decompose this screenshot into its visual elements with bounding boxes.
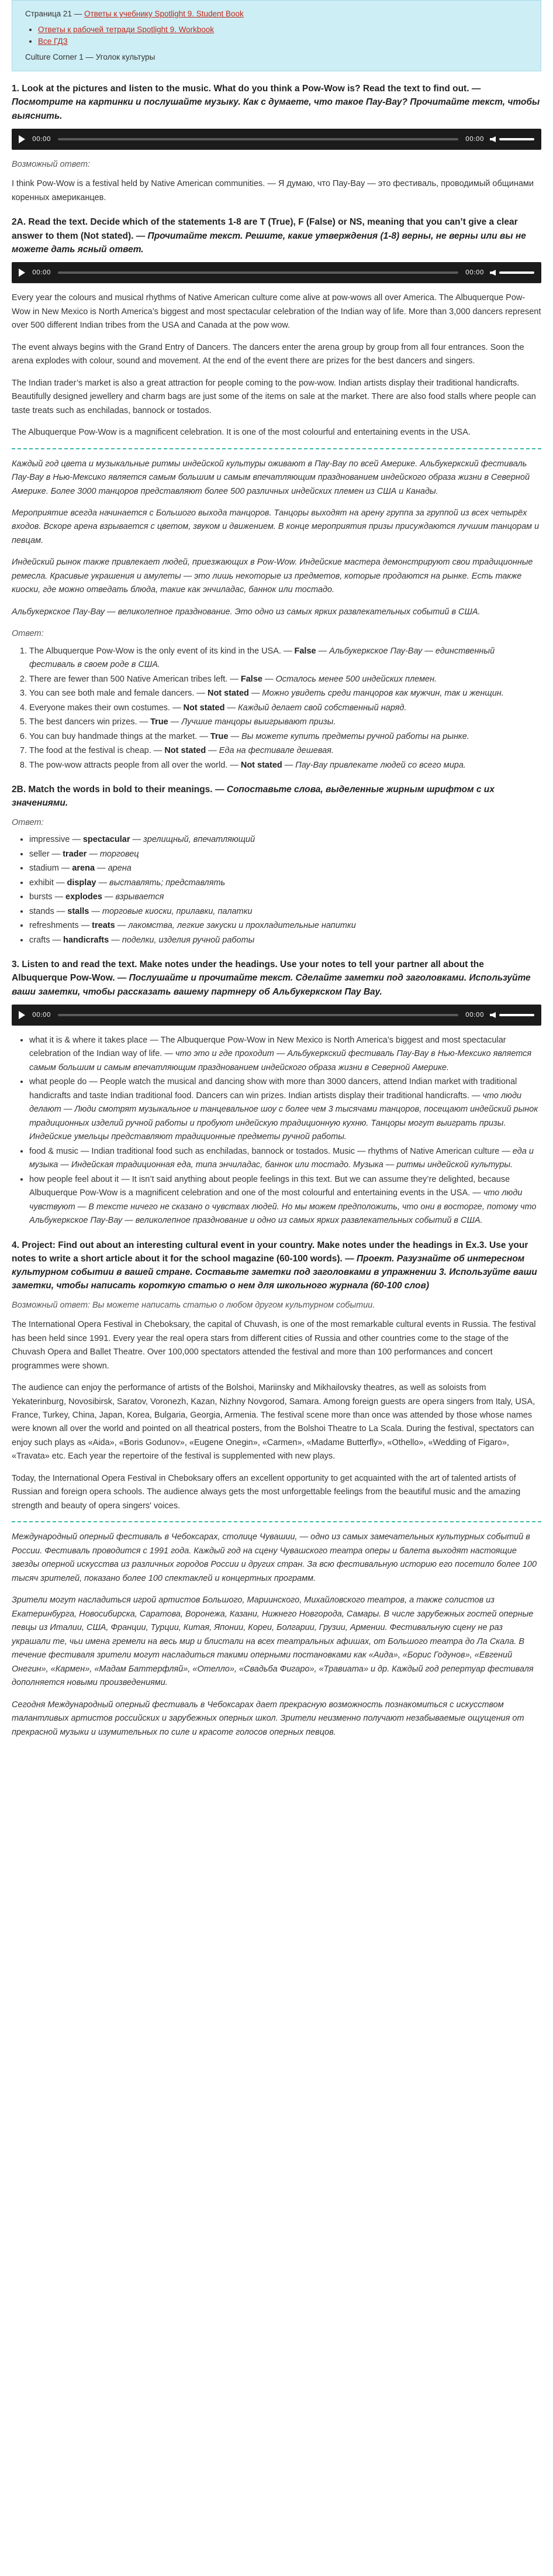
exercise-2b-en: 2B. Match the words in bold to their meanings. [12,785,213,795]
list-item [29,919,541,933]
list-item [29,876,541,890]
list-item [29,687,541,700]
meaning: exhibit — [29,878,67,888]
bold-word: stalls [67,906,89,916]
answer-mark: Not stated [207,689,249,699]
exercise-3-heading [12,958,541,999]
meaning: stands — [29,906,68,916]
text-en-paragraph: The Indian trader’s market is also a great attraction for people coming to the pow-wow. Indian artists display their traditional handicrafts. Beautifully designed jewellery and charm bags are just some of the items on sale at the market. There are also food stalls where people can taste treats such as enchiladas, bannock or tostados. [12,378,536,415]
volume-control[interactable] [490,136,534,142]
volume-slider[interactable] [499,138,534,140]
text-ru-paragraph: Зрители могут насладиться игрой артистов Большого, Мариинского, Михайловского театров, а также солистов из Екатеринбурга, Новосибирска, Саратова, Воронежа, Казани, Нижнего Новгорода, Самары. В числе зарубежных гостей оперные певцы из Италии, США, Франции, Турции, Китая, Японии, Кореи, Болгарии, Грузии, Армении. Фестивальную сцену не раз украшали те, чьи имена гремели на весь мир и блистали на всех театральных афишах, от Большого театра до Ла Скала. В течение фестиваля зрители могут насладиться такими оперными постановками как «Аида», «Борис Годунов», «Евгений Онегин», «Кармен», «Мадам Баттерфляй», «Отелло», «Свадьба Фигаро», «Травиата» и др. Каждый год репертуар фестиваля дополняется новыми произведениями. [12,1595,534,1688]
statement-translation: — Пау-Вау привлекате людей со всего мира. [282,760,466,770]
note-translation: — что это и где проходит — Альбукеркский фестиваль Пау-Вау в Нью-Мексико является самым большим и самым впечатляющим празднованием индейского образа жизни в Северной Америке. [29,1049,532,1072]
list-item [29,1173,541,1228]
answer-mark: Not stated [183,703,225,713]
section-divider [12,1521,541,1522]
exercise-1-ru: — Посмотрите на картинки и послушайте музыку. Как с думаете, что такое Пау-Вау? Прочитайте текст, чтобы выяснить. [12,84,540,121]
bold-word: trader [63,849,87,859]
list-item [29,833,541,847]
audio-player[interactable] [12,262,541,283]
exercise-2b-ru: — Сопоставьте слова, выделенные жирным шрифтом с их значениями. [12,785,495,809]
text-en-paragraph: The International Opera Festival in Cheboksary, the capital of Chuvash, is one of the most remarkable cultural events in Russia. The festival has been held since 1991. Every year the real opera stars from different cities of Russia and other countries come to the stage of the Chuvash Opera and Ballet Theatre. Over 100,000 spectators attended the festival and more than 100 performances and concert programmes were shown. [12,1320,536,1371]
word-translation: — поделки, изделия ручной работы [109,935,255,945]
time-current: 00:00 [32,1010,51,1019]
note-heading: food & music — [29,1146,92,1156]
bold-word: explodes [65,892,102,902]
statement: You can see both male and female dancers. — [29,689,208,699]
text-en-paragraph: Every year the colours and musical rhythms of Native American culture come alive at pow-wows all over America. The Albuquerque Pow-Wow in New Mexico is North America’s biggest and most spectacular celebration of the Indian way of life. More than 3,000 dancers represent over 500 different Indian tribes from the USA and Canada at the pow wow. [12,293,541,331]
bold-word: display [67,878,96,888]
speaker-icon[interactable] [490,270,496,276]
note-text: People watch the musical and dancing show with more than 3000 dancers, attend Indian market with traditional handicrafts and taste Indian traditional food. Dancers can win prizes. Indian artists display their traditional handicrafts. [29,1077,517,1100]
note-heading: how people feel about it — [29,1174,132,1184]
answer-mark: True [210,731,229,741]
statement: There are fewer than 500 Native American tribes left. — [29,674,241,684]
breadcrumb: Culture Corner 1 — Уголок культуры [25,53,155,62]
word-translation: — торговец [87,849,139,859]
seek-bar[interactable] [58,1014,458,1016]
statement-translation: — Еда на фестивале дешевая. [206,746,334,756]
list-item [29,905,541,919]
word-translation: — арена [95,864,132,873]
answer-label: Ответ: [12,817,44,827]
volume-control[interactable] [490,1012,534,1018]
answer-label: Возможный ответ: [12,159,90,169]
volume-slider[interactable] [499,1014,534,1016]
text-ru-paragraph: Международный оперный фестиваль в Чебоксарах, столице Чувашии, — одно из самых замечательных культурных событий в России. Фестиваль проводится с 1991 года. Каждый год на сцену Чувашского театра оперы и балета выходят настоящие звезды оперной искусства из различных городов России и других стран. За всю фестивальную историю его посетило более 100 тысяч зрителей, показано более 100 спектаклей и концертных программ. [12,1532,537,1583]
exercise-2b-heading [12,783,541,810]
exercise-3-ru: — Послушайте и прочитайте текст. Сделайте заметки под заголовками. Используйте ваши заметки, чтобы рассказать вашему партнеру об Альбукеркском Пау Вау. [12,973,531,997]
note-translation: — еда и музыка — Индейская традиционная еда, типа энчиладас, баннок или тостадо. Музыка — ритмы индейской культуры. [29,1146,534,1170]
text-en-paragraph: The event always begins with the Grand Entry of Dancers. The dancers enter the arena group by group from all four entrances. Soon the arena explodes with colour, sound and movement. At the end of the event there are prizes for the best dancers and singers. [12,342,524,366]
note-heading: what people do — [29,1077,100,1087]
bold-word: arena [72,864,95,873]
exercise-2a-en: 2A. Read the text. Decide which of the statements 1-8 are T (True), F (False) or NS, meaning that you can’t give a clear answer to them (Not stated). [12,217,518,241]
answer-label: Возможный ответ: Вы можете написать статью о любом другом культурном событии. [12,1300,375,1310]
list-item [29,1034,541,1075]
statement-translation: — Альбукеркское Пау-Вау — единственный фестиваль в своем роде в США. [29,646,495,670]
meaning: crafts — [29,935,64,945]
text-ru-paragraph: Каждый год цвета и музыкальные ритмы индейской культуры оживают в Пау-Вау по всей Америке. Альбукеркский фестиваль Пау-Вау в Нью-Мексико является самым большим и самым впечатляющим празднованием индейского образа жизни в Северной Америке. Более 3000 танцоров представляют более 500 различных индейских племен из США и Канады. [12,459,530,496]
list-item [29,1145,541,1172]
exercise-1-answer: I think Pow-Wow is a festival held by Native American communities. — Я думаю, что Пау-Вау — это фестиваль, проводимый общинами коренных американцев. [12,179,534,202]
meaning: impressive — [29,835,83,845]
bold-word: treats [92,921,115,931]
statement: The best dancers win prizes. — [29,717,151,727]
bold-word: spectacular [82,835,130,845]
note-translation: — что люди делают — Люди смотрят музыкальное и танцевальное шоу с более чем 3 тысячами танцоров, посещают индейский рынок традиционных изделий ручной работы и пробуют индейскую традиционную кухню. Танцоры могут выиграть призы. Индейские умельцы представляют традиционные предметы ручной работы. [29,1091,538,1142]
answer-mark: True [150,717,168,727]
text-ru-paragraph: Индейский рынок также привлекает людей, приезжающих в Pow-Wow. Индейские мастера демонстрируют свои традиционные ремесла. Красивые украшения и амулеты — это лишь некоторые из предметов, которые продаются на рынке. Есть также киоски, где можно отведать блюда, такие как энчиладас, баннок или тостадо. [12,558,533,595]
list-item [29,730,541,744]
nav-link-item [38,36,528,47]
statement-translation: — Осталось менее 500 индейских племен. [262,674,437,684]
answer-mark: Not stated [164,746,206,756]
page-title [25,8,528,20]
text-ru-paragraph: Мероприятие всегда начинается с Большого выхода танцоров. Танцоры выходят на арену группа за группой из всех четырёх входов. Вскоре арена взрывается с цветом, звуком и движением. В конце мероприятия призы присуждаются лучшим танцорам и певцам. [12,508,540,545]
exercise-4-en: 4. Project: Find out about an interesting cultural event in your country. Make notes under the headings in Ex.3. Use your notes to write a short article about it for the school magazine (60-100 words). [12,1240,528,1264]
text-ru-paragraph: Альбукеркское Пау-Вау — великолепное празднование. Это одно из самых ярких развлекательных событий в США. [12,607,481,617]
answer-mark: False [294,646,316,656]
note-text: Indian traditional food such as enchiladas, bannock or tostados. Music — rhythms of Native American culture [91,1146,500,1156]
seek-bar[interactable] [58,271,458,274]
word-translation: — лакомства, легкие закуски и прохладительные напитки [115,921,356,931]
time-total: 00:00 [465,1010,484,1019]
page-title-prefix: Страница 21 — [25,9,84,18]
navigation-box [12,0,541,71]
list-item [29,848,541,861]
exercise-3-en: 3. Listen to and read the text. Make notes under the headings. Use your notes to tell your partner all about the Albuquerque Pow-Wow. [12,959,484,983]
list-item [29,1075,541,1144]
list-item [29,701,541,715]
notes-list [12,1034,541,1228]
word-translation: — выставлять; представлять [96,878,226,888]
play-icon[interactable] [19,269,25,277]
nav-links-list [25,24,528,48]
bold-word: handicrafts [63,935,109,945]
list-item [29,934,541,947]
list-item [29,744,541,758]
nav-link-item [38,24,528,36]
statement: Everyone makes their own costumes. — [29,703,184,713]
exercise-2a-ru: — Прочитайте текст. Решите, какие утверждения (1-8) верны, не верны или вы не можете дать ясный ответ. [12,231,526,254]
note-text: It isn’t said anything about people feelings in this text. But we can assume they’re delighted, because Albuquerque Pow-Wow is a magnificent celebration and one of the most colourful and entertaining events in the USA. [29,1174,510,1198]
statement: You can buy handmade things at the market. — [29,731,210,741]
answer-mark: Not stated [240,760,282,770]
volume-control[interactable] [490,270,534,276]
word-translation: — зрелищный, впечатляющий [130,835,255,845]
seek-bar[interactable] [58,138,458,140]
statement-translation: — Каждый делает свой собственный наряд. [224,703,407,713]
text-ru-paragraph: Сегодня Международный оперный фестиваль в Чебоксарах дает прекрасную возможность познакомиться с искусством талантливых артистов российских и зарубежных оперных школ. Зрители неизменно получают незабываемые ощущения от прекрасной музыки и изумительных по силе и красоте голосов оперных певцов. [12,1700,524,1737]
meaning: stadium — [29,864,72,873]
time-current: 00:00 [32,269,51,277]
statement: The Albuquerque Pow-Wow is the only event of its kind in the USA. — [29,646,295,656]
word-translation: — взрывается [102,892,164,902]
play-icon[interactable] [19,135,25,143]
list-item [29,862,541,875]
true-false-answers [12,645,541,772]
all-gdz-link[interactable]: Все ГДЗ [38,37,68,46]
text-en-paragraph: The Albuquerque Pow-Wow is a magnificent celebration. It is one of the most colourful and entertaining events in the USA. [12,428,471,438]
note-heading: what it is & where it takes place — [29,1035,161,1045]
statement-translation: — Вы можете купить предметы ручной работы на рынке. [228,731,469,741]
exercise-1-en: 1. Look at the pictures and listen to the music. What do you think a Pow-Wow is? Read the text to find out. [12,84,469,94]
meaning: refreshments — [29,921,92,931]
answer-label: Ответ: [12,629,44,639]
statement-translation: — Лучшие танцоры выигрывают призы. [168,717,336,727]
list-item [29,673,541,686]
exercise-1-heading [12,82,541,123]
time-total: 00:00 [465,269,484,277]
student-book-link[interactable]: Ответы к учебнику Spotlight 9. Student Book [84,9,244,18]
statement-translation: — Можно увидеть среди танцоров как мужчин, так и женщин. [248,689,504,699]
time-current: 00:00 [32,135,51,143]
text-en-paragraph: Today, the International Opera Festival in Cheboksary offers an excellent opportunity to get acquainted with the art of talented artists of Russian and foreign opera schools. The audience always gets the most unforgettable feelings from the beautiful music and the amazing strength and beauty of opera singers' voices. [12,1473,521,1511]
workbook-link[interactable]: Ответы к рабочей тетради Spotlight 9. Workbook [38,25,215,34]
speaker-icon[interactable] [490,136,496,142]
meaning: seller — [29,849,63,859]
note-translation: — что люди чувствуют — В тексте ничего не сказано о чувствах людей. Но мы можем предположить, что они в восторге, потому что Альбукеркское Пау-Вау — великолепное празднование и одно из самых ярких развлекательных событий в США. [29,1188,537,1226]
list-item [29,890,541,904]
exercise-4-ru: — Проект. Разузнайте об интересном культурном событии в вашей стране. Составьте заметки под заголовками в упражнении 3. Используйте ваши заметки, чтобы написать короткую статью о нем для школьного журнала (60-100 слов) [12,1253,537,1291]
time-total: 00:00 [465,135,484,143]
list-item [29,759,541,772]
meaning: bursts — [29,892,66,902]
text-en-paragraph: The audience can enjoy the performance of artists of the Bolshoi, Mariinsky and Mikhailovsky theatres, as well as soloists from Yekaterinburg, Novosibirsk, Saratov, Voronezh, Kazan, Nizhny Novgorod, Samara. Among foreign guests are opera singers from Italy, USA, France, Turkey, China, Japan, Korea, Bulgaria, Georgia, Armenia. The festival scene more than once was attended by those whose names were known all over the world and pointed on all theatrical posters, from the Bolshoi Theatre to La Scala. During the festival, spectators can enjoy such plays as «Aida», «Boris Godunov», «Eugene Onegin», «Carmen», «Madame Butterfly», «Othello», «Wedding of Figaro», «Travata» etc. Each year the repertoire of the festival is supplemented with new plays. [12,1383,535,1461]
list-item [29,716,541,729]
list-item [29,645,541,672]
statement: The food at the festival is cheap. — [29,746,165,756]
answer-mark: False [240,674,262,684]
section-divider [12,448,541,449]
exercise-2a-heading [12,215,541,256]
play-icon[interactable] [19,1011,25,1019]
exercise-4-heading [12,1239,541,1293]
note-text: The Albuquerque Pow-Wow in New Mexico is North America’s biggest and most spectacular celebration of the Indian way of life. [29,1035,506,1059]
word-translation: — торговые киоски, прилавки, палатки [89,906,253,916]
word-match-list [12,833,541,947]
audio-player[interactable] [12,1005,541,1026]
statement: The pow-wow attracts people from all over the world. — [29,760,241,770]
volume-slider[interactable] [499,271,534,274]
speaker-icon[interactable] [490,1012,496,1018]
audio-player[interactable] [12,129,541,150]
